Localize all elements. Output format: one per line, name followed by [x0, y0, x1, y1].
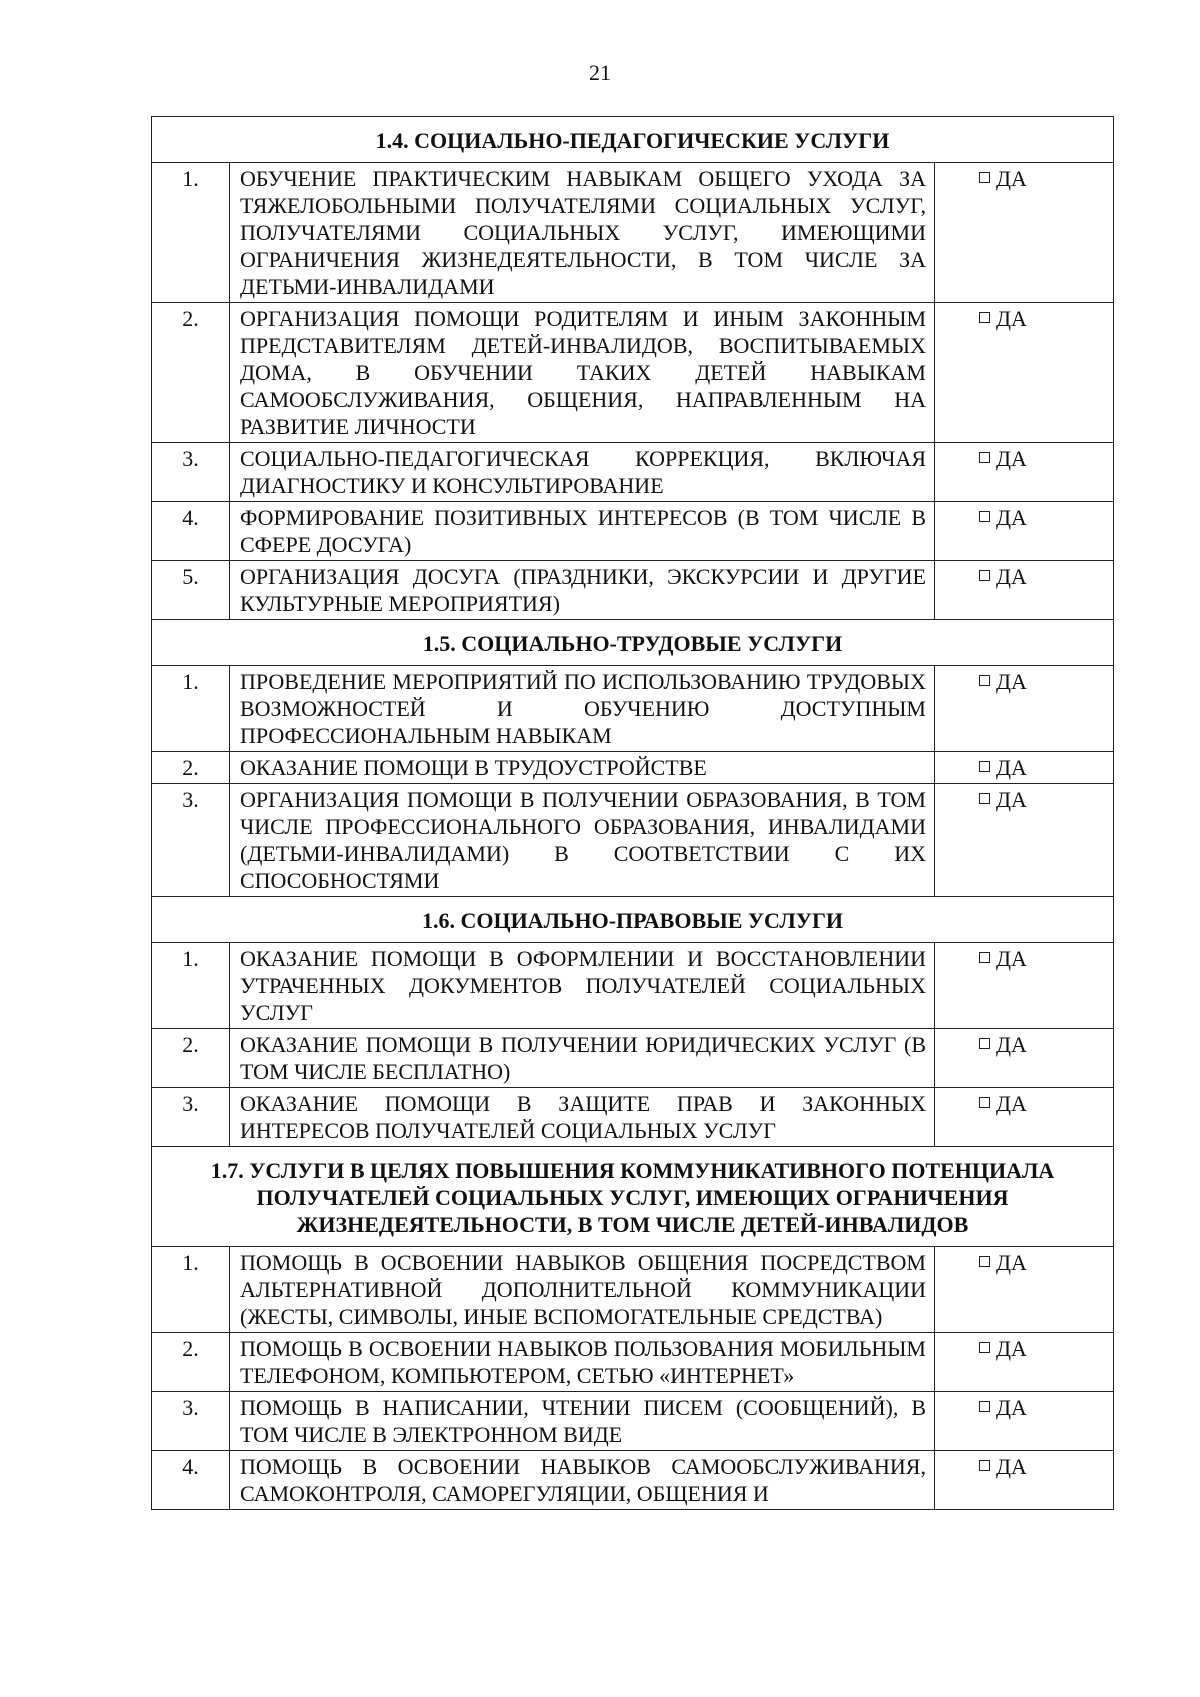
- service-number: 4.: [152, 1451, 230, 1510]
- service-checkbox-cell[interactable]: [935, 1247, 1114, 1333]
- service-row: [152, 1029, 1114, 1088]
- service-checkbox-cell[interactable]: [935, 1451, 1114, 1510]
- checkbox-icon[interactable]: [979, 952, 990, 963]
- service-description: ПОМОЩЬ В ОСВОЕНИИ НАВЫКОВ ПОЛЬЗОВАНИЯ МОБИЛЬНЫМ ТЕЛЕФОНОМ, КОМПЬЮТЕРОМ, СЕТЬЮ «ИНТЕРНЕТ»: [230, 1333, 935, 1392]
- service-description: СОЦИАЛЬНО-ПЕДАГОГИЧЕСКАЯ КОРРЕКЦИЯ, ВКЛЮЧАЯ ДИАГНОСТИКУ И КОНСУЛЬТИРОВАНИЕ: [230, 443, 935, 502]
- service-description: ПОМОЩЬ В ОСВОЕНИИ НАВЫКОВ ОБЩЕНИЯ ПОСРЕДСТВОМ АЛЬТЕРНАТИВНОЙ ДОПОЛНИТЕЛЬНОЙ КОММУНИКАЦИИ (ЖЕСТЫ, СИМВОЛЫ, ИНЫЕ ВСПОМОГАТЕЛЬНЫЕ СРЕДСТВА): [230, 1247, 935, 1333]
- checkbox-icon[interactable]: [979, 511, 990, 522]
- service-description: ОРГАНИЗАЦИЯ ДОСУГА (ПРАЗДНИКИ, ЭКСКУРСИИ И ДРУГИЕ КУЛЬТУРНЫЕ МЕРОПРИЯТИЯ): [230, 561, 935, 620]
- checkbox-label: ДА: [996, 446, 1027, 471]
- service-row: [152, 943, 1114, 1029]
- checkbox-icon[interactable]: [979, 172, 990, 183]
- checkbox-icon[interactable]: [979, 675, 990, 686]
- checkbox-icon[interactable]: [979, 1256, 990, 1267]
- service-description: ПОМОЩЬ В НАПИСАНИИ, ЧТЕНИИ ПИСЕМ (СООБЩЕНИЙ), В ТОМ ЧИСЛЕ В ЭЛЕКТРОННОМ ВИДЕ: [230, 1392, 935, 1451]
- service-checkbox-cell[interactable]: [935, 666, 1114, 752]
- service-number: 5.: [152, 561, 230, 620]
- service-checkbox-cell[interactable]: [935, 752, 1114, 784]
- section-header-row: [152, 897, 1114, 943]
- service-description: ОКАЗАНИЕ ПОМОЩИ В ТРУДОУСТРОЙСТВЕ: [230, 752, 935, 784]
- services-table-body: [152, 117, 1114, 1510]
- checkbox-label: ДА: [996, 1395, 1027, 1420]
- checkbox-label: ДА: [996, 946, 1027, 971]
- service-checkbox-cell[interactable]: [935, 163, 1114, 303]
- checkbox-label: ДА: [996, 1091, 1027, 1116]
- service-row: [152, 1451, 1114, 1510]
- checkbox-label: ДА: [996, 166, 1027, 191]
- service-row: [152, 752, 1114, 784]
- section-header-row: [152, 117, 1114, 163]
- service-number: 3.: [152, 1392, 230, 1451]
- checkbox-label: ДА: [996, 1032, 1027, 1057]
- service-description: ФОРМИРОВАНИЕ ПОЗИТИВНЫХ ИНТЕРЕСОВ (В ТОМ ЧИСЛЕ В СФЕРЕ ДОСУГА): [230, 502, 935, 561]
- checkbox-icon[interactable]: [979, 1038, 990, 1049]
- service-number: 4.: [152, 502, 230, 561]
- section-title: 1.4. СОЦИАЛЬНО-ПЕДАГОГИЧЕСКИЕ УСЛУГИ: [152, 117, 1114, 163]
- section-title: 1.7. УСЛУГИ В ЦЕЛЯХ ПОВЫШЕНИЯ КОММУНИКАТИВНОГО ПОТЕНЦИАЛА ПОЛУЧАТЕЛЕЙ СОЦИАЛЬНЫХ УСЛУГ, ИМЕЮЩИХ ОГРАНИЧЕНИЯ ЖИЗНЕДЕЯТЕЛЬНОСТИ, В ТОМ ЧИСЛЕ ДЕТЕЙ-ИНВАЛИДОВ: [152, 1147, 1114, 1247]
- checkbox-icon[interactable]: [979, 761, 990, 772]
- service-checkbox-cell[interactable]: [935, 784, 1114, 897]
- services-table: [151, 116, 1114, 1510]
- section-header-row: [152, 620, 1114, 666]
- service-number: 2.: [152, 303, 230, 443]
- checkbox-icon[interactable]: [979, 570, 990, 581]
- service-description: ОКАЗАНИЕ ПОМОЩИ В ПОЛУЧЕНИИ ЮРИДИЧЕСКИХ УСЛУГ (В ТОМ ЧИСЛЕ БЕСПЛАТНО): [230, 1029, 935, 1088]
- service-description: ПРОВЕДЕНИЕ МЕРОПРИЯТИЙ ПО ИСПОЛЬЗОВАНИЮ ТРУДОВЫХ ВОЗМОЖНОСТЕЙ И ОБУЧЕНИЮ ДОСТУПНЫМ ПРОФЕССИОНАЛЬНЫМ НАВЫКАМ: [230, 666, 935, 752]
- service-row: [152, 1333, 1114, 1392]
- service-number: 3.: [152, 1088, 230, 1147]
- service-row: [152, 1392, 1114, 1451]
- checkbox-icon[interactable]: [979, 312, 990, 323]
- service-description: ОКАЗАНИЕ ПОМОЩИ В ОФОРМЛЕНИИ И ВОССТАНОВЛЕНИИ УТРАЧЕННЫХ ДОКУМЕНТОВ ПОЛУЧАТЕЛЕЙ СОЦИАЛЬНЫХ УСЛУГ: [230, 943, 935, 1029]
- service-number: 3.: [152, 784, 230, 897]
- section-header-row: [152, 1147, 1114, 1247]
- service-checkbox-cell[interactable]: [935, 443, 1114, 502]
- checkbox-label: ДА: [996, 306, 1027, 331]
- service-row: [152, 443, 1114, 502]
- service-checkbox-cell[interactable]: [935, 1333, 1114, 1392]
- service-row: [152, 303, 1114, 443]
- checkbox-label: ДА: [996, 787, 1027, 812]
- service-checkbox-cell[interactable]: [935, 943, 1114, 1029]
- service-row: [152, 1088, 1114, 1147]
- service-description: ОРГАНИЗАЦИЯ ПОМОЩИ РОДИТЕЛЯМ И ИНЫМ ЗАКОННЫМ ПРЕДСТАВИТЕЛЯМ ДЕТЕЙ-ИНВАЛИДОВ, ВОСПИТЫВАЕМЫХ ДОМА, В ОБУЧЕНИИ ТАКИХ ДЕТЕЙ НАВЫКАМ САМООБСЛУЖИВАНИЯ, ОБЩЕНИЯ, НАПРАВЛЕННЫМ НА РАЗВИТИЕ ЛИЧНОСТИ: [230, 303, 935, 443]
- service-checkbox-cell[interactable]: [935, 1392, 1114, 1451]
- service-number: 1.: [152, 943, 230, 1029]
- checkbox-label: ДА: [996, 1454, 1027, 1479]
- checkbox-icon[interactable]: [979, 1342, 990, 1353]
- service-row: [152, 1247, 1114, 1333]
- service-description: ОРГАНИЗАЦИЯ ПОМОЩИ В ПОЛУЧЕНИИ ОБРАЗОВАНИЯ, В ТОМ ЧИСЛЕ ПРОФЕССИОНАЛЬНОГО ОБРАЗОВАНИЯ, ИНВАЛИДАМИ (ДЕТЬМИ-ИНВАЛИДАМИ) В СООТВЕТСТВИИ С ИХ СПОСОБНОСТЯМИ: [230, 784, 935, 897]
- service-number: 2.: [152, 752, 230, 784]
- checkbox-icon[interactable]: [979, 1097, 990, 1108]
- service-number: 3.: [152, 443, 230, 502]
- checkbox-icon[interactable]: [979, 1460, 990, 1471]
- service-row: [152, 163, 1114, 303]
- service-checkbox-cell[interactable]: [935, 1088, 1114, 1147]
- checkbox-label: ДА: [996, 669, 1027, 694]
- checkbox-label: ДА: [996, 505, 1027, 530]
- service-description: ПОМОЩЬ В ОСВОЕНИИ НАВЫКОВ САМООБСЛУЖИВАНИЯ, САМОКОНТРОЛЯ, САМОРЕГУЛЯЦИИ, ОБЩЕНИЯ И: [230, 1451, 935, 1510]
- service-number: 2.: [152, 1029, 230, 1088]
- service-row: [152, 561, 1114, 620]
- checkbox-label: ДА: [996, 755, 1027, 780]
- checkbox-label: ДА: [996, 564, 1027, 589]
- checkbox-label: ДА: [996, 1250, 1027, 1275]
- service-checkbox-cell[interactable]: [935, 1029, 1114, 1088]
- service-description: ОКАЗАНИЕ ПОМОЩИ В ЗАЩИТЕ ПРАВ И ЗАКОННЫХ ИНТЕРЕСОВ ПОЛУЧАТЕЛЕЙ СОЦИАЛЬНЫХ УСЛУГ: [230, 1088, 935, 1147]
- service-row: [152, 502, 1114, 561]
- checkbox-icon[interactable]: [979, 793, 990, 804]
- page-number: 21: [589, 60, 611, 85]
- section-title: 1.6. СОЦИАЛЬНО-ПРАВОВЫЕ УСЛУГИ: [152, 897, 1114, 943]
- checkbox-icon[interactable]: [979, 1401, 990, 1412]
- service-checkbox-cell[interactable]: [935, 502, 1114, 561]
- service-row: [152, 784, 1114, 897]
- service-checkbox-cell[interactable]: [935, 561, 1114, 620]
- checkbox-label: ДА: [996, 1336, 1027, 1361]
- service-number: 1.: [152, 163, 230, 303]
- service-number: 2.: [152, 1333, 230, 1392]
- service-description: ОБУЧЕНИЕ ПРАКТИЧЕСКИМ НАВЫКАМ ОБЩЕГО УХОДА ЗА ТЯЖЕЛОБОЛЬНЫМИ ПОЛУЧАТЕЛЯМИ СОЦИАЛЬНЫХ УСЛУГ, ПОЛУЧАТЕЛЯМИ СОЦИАЛЬНЫХ УСЛУГ, ИМЕЮЩИМИ ОГРАНИЧЕНИЯ ЖИЗНЕДЕЯТЕЛЬНОСТИ, В ТОМ ЧИСЛЕ ЗА ДЕТЬМИ-ИНВАЛИДАМИ: [230, 163, 935, 303]
- section-title: 1.5. СОЦИАЛЬНО-ТРУДОВЫЕ УСЛУГИ: [152, 620, 1114, 666]
- service-row: [152, 666, 1114, 752]
- service-number: 1.: [152, 666, 230, 752]
- checkbox-icon[interactable]: [979, 452, 990, 463]
- service-number: 1.: [152, 1247, 230, 1333]
- service-checkbox-cell[interactable]: [935, 303, 1114, 443]
